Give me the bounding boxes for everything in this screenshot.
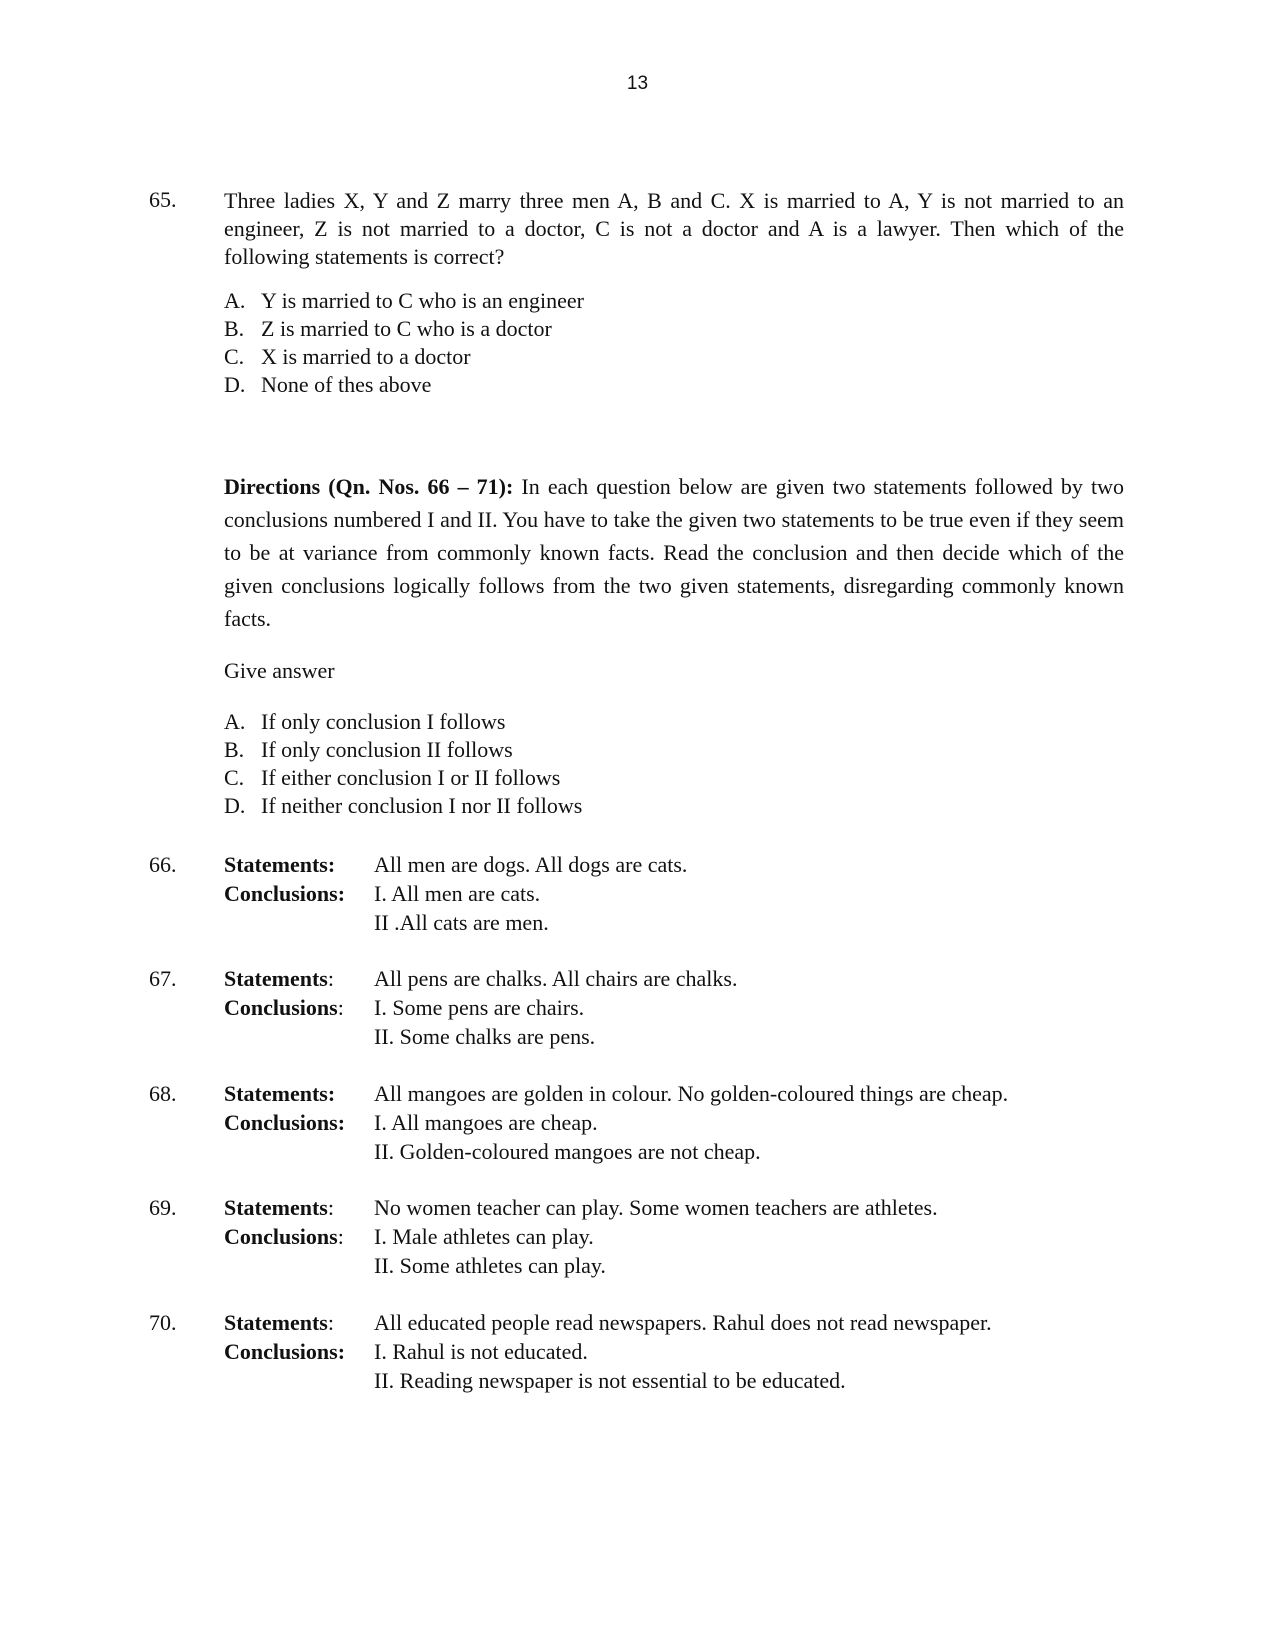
conclusion-1: I. Rahul is not educated. [374,1339,588,1364]
directions-text: In each question below are given two statements followed by two conclusions numbered I and II. You have to take the given two statements to be true even if they seem to be at variance from commonly known facts. Read the conclusion and then decide which of the given conclusions logically follows from the two given statements, disregarding commonly known facts. [224,474,1124,631]
conclusion-1: I. Male athletes can play. [374,1224,594,1249]
statements-colon: : [327,1310,334,1335]
option-a [224,287,584,315]
question-69 [149,1193,938,1280]
option-text: If only conclusion II follows [261,737,513,762]
statements-text: All educated people read newspapers. Rahul does not read newspaper. [374,1310,992,1335]
question-65-number: 65. [149,187,177,212]
answer-option-d [224,792,582,820]
question-number: 66. [149,852,177,877]
statements-colon: : [327,966,334,991]
question-number: 69. [149,1195,177,1220]
statements-text: All pens are chalks. All chairs are chalks. [374,966,738,991]
option-d [224,371,584,399]
conclusions-colon: : [337,995,344,1020]
option-letter: D. [224,372,246,397]
option-text: Z is married to C who is a doctor [261,316,552,341]
answer-option-a [224,708,582,736]
option-text: If neither conclusion I nor II follows [261,793,583,818]
statements-label: Statements [224,1310,328,1335]
answer-option-b [224,736,582,764]
conclusions-label: Conclusions: [224,1339,346,1364]
statements-label: Statements [224,1195,328,1220]
conclusion-1: I. Some pens are chairs. [374,995,585,1020]
conclusion-2: II. Golden-coloured mangoes are not cheap. [374,1139,761,1164]
option-text: Y is married to C who is an engineer [261,288,584,313]
directions-paragraph [224,470,1124,635]
question-68 [149,1079,1008,1166]
conclusion-2: II. Some athletes can play. [374,1253,606,1278]
conclusions-label: Conclusions [224,995,338,1020]
option-letter: A. [224,288,246,313]
option-letter: D. [224,793,246,818]
question-70 [149,1308,992,1395]
conclusions-colon: : [337,1224,344,1249]
option-letter: C. [224,765,245,790]
option-text: None of thes above [261,372,432,397]
conclusion-2: II. Reading newspaper is not essential to be educated. [374,1368,846,1393]
statements-label: Statements [224,966,328,991]
option-text: If only conclusion I follows [261,709,506,734]
question-65-options [224,287,584,399]
option-text: X is married to a doctor [261,344,471,369]
statements-label: Statements: [224,852,336,877]
conclusions-label: Conclusions: [224,1110,346,1135]
conclusion-1: I. All men are cats. [374,881,541,906]
question-number: 70. [149,1310,177,1335]
option-letter: A. [224,709,246,734]
option-letter: B. [224,316,245,341]
statements-text: No women teacher can play. Some women teachers are athletes. [374,1195,938,1220]
answer-options [224,708,582,820]
option-c [224,343,584,371]
option-b [224,315,584,343]
statements-text: All men are dogs. All dogs are cats. [374,852,688,877]
question-65-text: Three ladies X, Y and Z marry three men A, B and C. X is married to A, Y is not married to an engineer, Z is not married to a doctor, C is not a doctor and A is a lawyer. Then which of the following statements is correct? [224,188,1124,269]
question-number: 67. [149,966,177,991]
question-66 [149,850,687,937]
give-answer-label: Give answer [224,658,335,683]
conclusions-label: Conclusions [224,1224,338,1249]
statements-colon: : [327,1195,334,1220]
option-letter: B. [224,737,245,762]
answer-option-c [224,764,582,792]
page-number: 13 [626,73,649,94]
conclusions-label: Conclusions: [224,881,346,906]
conclusion-1: I. All mangoes are cheap. [374,1110,598,1135]
option-text: If either conclusion I or II follows [261,765,561,790]
conclusion-2: II. Some chalks are pens. [374,1024,596,1049]
option-letter: C. [224,344,245,369]
question-67 [149,964,737,1051]
statements-label: Statements: [224,1081,336,1106]
statements-text: All mangoes are golden in colour. No golden-coloured things are cheap. [374,1081,1009,1106]
question-number: 68. [149,1081,177,1106]
conclusion-2: II .All cats are men. [374,910,549,935]
directions-heading: Directions (Qn. Nos. 66 – 71): [224,474,514,499]
